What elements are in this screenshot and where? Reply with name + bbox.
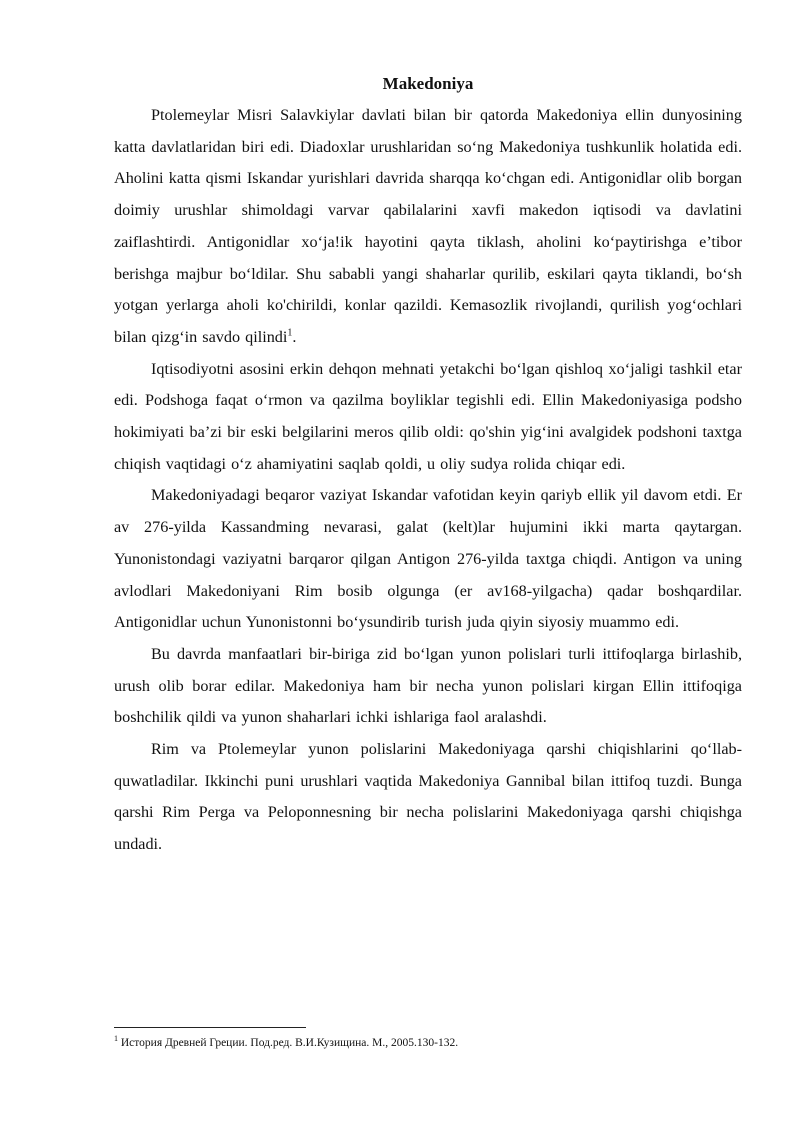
footnote-text: История Древней Греции. Под.ред. В.И.Кузищина. М., 2005.130-132. <box>120 1037 459 1049</box>
footnote <box>114 1036 742 1050</box>
paragraph-1 <box>114 100 742 354</box>
paragraph-5-text: Rim va Ptolemeylar yunon polislarini Makedoniyaga qarshi chiqishlarini qo‘llab-quwatladilar. Ikkinchi puni urushlari vaqtida Makedoniya Gannibal bilan ittifoq tuzdi. Bunga qarshi Rim Perga va Peloponnesning bir necha polislarini Makedoniyaga qarshi chiqishga undadi. <box>114 740 742 854</box>
paragraph-2 <box>114 354 742 481</box>
paragraph-1-end: . <box>292 327 297 346</box>
paragraph-3 <box>114 480 742 639</box>
document-page <box>114 72 742 861</box>
footnote-mark: 1 <box>114 1034 118 1044</box>
paragraph-2-text: Iqtisodiyotni asosini erkin dehqon mehnati yetakchi bo‘lgan qishloq xo‘jaligi tashkil etar edi. Podshoga faqat o‘rmon va qazilma boyliklar tegishli edi. Ellin Makedoniyasiga podsho hokimiyati ba’zi bir eski belgilarini meros qilib oldi: qo'shin yig‘ini avalgidek podshoni taxtga chiqish vaqtidagi o‘z ahamiyatini saqlab qoldi, u oliy sudya rolida chiqar edi. <box>114 359 742 473</box>
paragraph-5 <box>114 734 742 861</box>
footnote-divider <box>114 1027 306 1028</box>
paragraph-1-text: Ptolemeylar Misri Salavkiylar davlati bilan bir qatorda Makedoniya ellin dunyosining katta davlatlaridan biri edi. Diadoxlar urushlaridan so‘ng Makedoniya tushkunlik holatida edi. Aholini katta qismi Iskandar yurishlari davrida sharqqa ko‘chgan edi. Antigonidlar olib borgan doimiy urushlar shimoldagi varvar qabilalarini xavfi makedon iqtisodi va davlatini zaiflashtirdi. Antigonidlar xo‘ja!ik hayotini qayta tiklash, aholini ko‘paytirishga e’tibor berishga majbur bo‘ldilar. Shu sababli yangi shaharlar qurilib, eskilari qayta tiklandi, bo‘sh yotgan yerlarga aholi ko'chirildi, konlar qazildi. Kemasozlik rivojlandi, qurilish yog‘ochlari bilan qizg‘in savdo qilindi <box>114 106 742 346</box>
paragraph-4-text: Bu davrda manfaatlari bir-biriga zid bo‘lgan yunon polislari turli ittifoqlarga birlashib, urush olib borar edilar. Makedoniya ham bir necha yunon polislari kirgan Ellin ittifoqiga boshchilik qildi va yunon shaharlari ichki ishlariga faol aralashdi. <box>114 644 742 727</box>
paragraph-3-text: Makedoniyadagi beqaror vaziyat Iskandar vafotidan keyin qariyb ellik yil davom etdi. Er av 276-yilda Kassandming nevarasi, galat (kelt)lar hujumini ikki marta qaytargan. Yunonistondagi vaziyatni barqaror qilgan Antigon 276-yilda taxtga chiqdi. Antigon va uning avlodlari Makedoniyani Rim bosib olgunga (er av168-yilgacha) qadar boshqardilar. Antigonidlar uchun Yunonistonni bo‘ysundirib turish juda qiyin siyosiy muammo edi. <box>114 486 742 632</box>
paragraph-4 <box>114 639 742 734</box>
page-title: Makedoniya <box>382 74 474 93</box>
footnote-reference: 1 <box>287 327 293 339</box>
